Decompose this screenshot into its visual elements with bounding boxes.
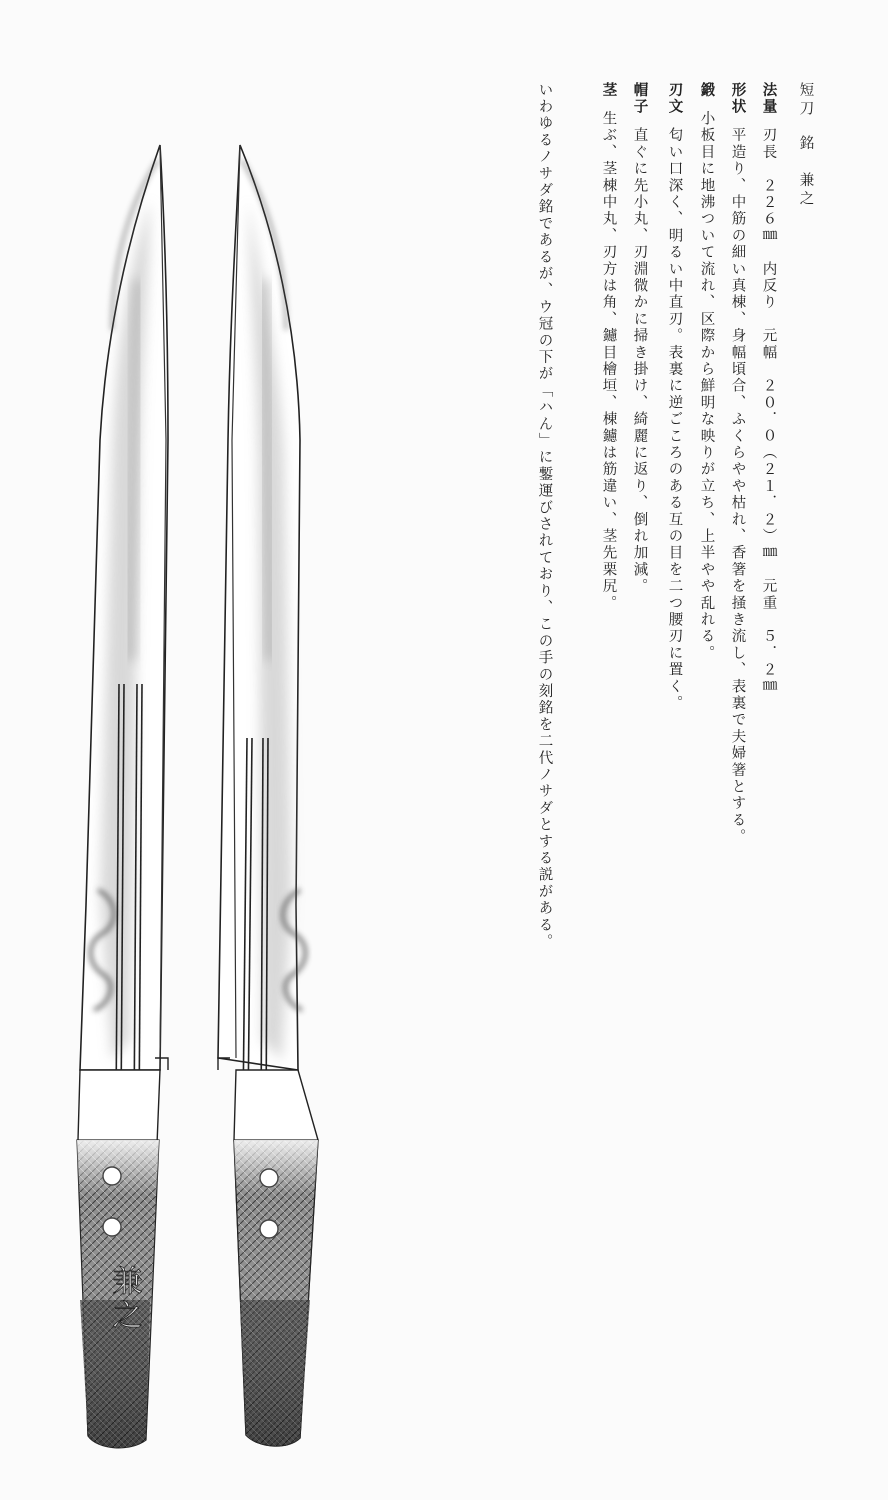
section-text: 直ぐに先小丸、刃淵微かに掃き掛け、綺麗に返り、倒れ加減。 bbox=[631, 127, 648, 596]
section-text: 生ぶ、茎棟中丸、刃方は角、鑢目檜垣、棟鑢は筋違い、茎先栗尻。 bbox=[600, 110, 617, 612]
section-boushi bbox=[632, 82, 647, 595]
smith-name: 兼之 bbox=[797, 171, 814, 209]
section-nakago bbox=[601, 82, 616, 612]
section-text: 平造り、中筋の細い真棟、身幅頃合、ふくらやや枯れ、香箸を掻き流し、表裏で夫婦箸とする。 bbox=[729, 127, 746, 846]
section-text: 匂い口深く、明るい中直刃。表裏に逆ごころのある互の目を二つ腰刃に置く。 bbox=[666, 127, 683, 712]
section-label: 茎 bbox=[600, 82, 617, 99]
mei-label: 銘 bbox=[797, 135, 814, 154]
commentary-note bbox=[537, 82, 552, 950]
blade-omote bbox=[77, 145, 168, 1448]
section-label: 帽子 bbox=[631, 82, 648, 116]
section-hamon bbox=[667, 82, 682, 712]
section-houryou bbox=[761, 82, 776, 695]
section-text: 小板目に地沸ついて流れ、区際から鮮明な映りが立ち、上半やや乱れる。 bbox=[698, 110, 715, 662]
tang-signature: 兼之 bbox=[106, 1265, 142, 1333]
note-text: いわゆるノサダ銘であるが、ウ冠の下が「ハん」に鏨運びされており、この手の刻銘を二代ノサダとする説がある。 bbox=[536, 82, 553, 951]
sword-title bbox=[798, 82, 813, 209]
section-label: 刃文 bbox=[666, 82, 683, 116]
blade-ura bbox=[218, 145, 318, 1446]
mekugi-hole-1 bbox=[103, 1167, 121, 1185]
section-label: 鍛 bbox=[698, 82, 715, 99]
section-text: 刃長 ２２６㎜ 内反り 元幅 ２０．０（２１．２）㎜ 元重 ５．２㎜ bbox=[760, 127, 777, 696]
section-keijou bbox=[730, 82, 745, 846]
sword-type: 短刀 bbox=[797, 82, 814, 119]
mekugi-hole-2 bbox=[103, 1218, 121, 1236]
section-kitae bbox=[699, 82, 714, 662]
mekugi-hole-1 bbox=[260, 1169, 278, 1187]
section-label: 形状 bbox=[729, 82, 746, 116]
section-label: 法量 bbox=[760, 82, 777, 116]
mekugi-hole-2 bbox=[260, 1220, 278, 1238]
